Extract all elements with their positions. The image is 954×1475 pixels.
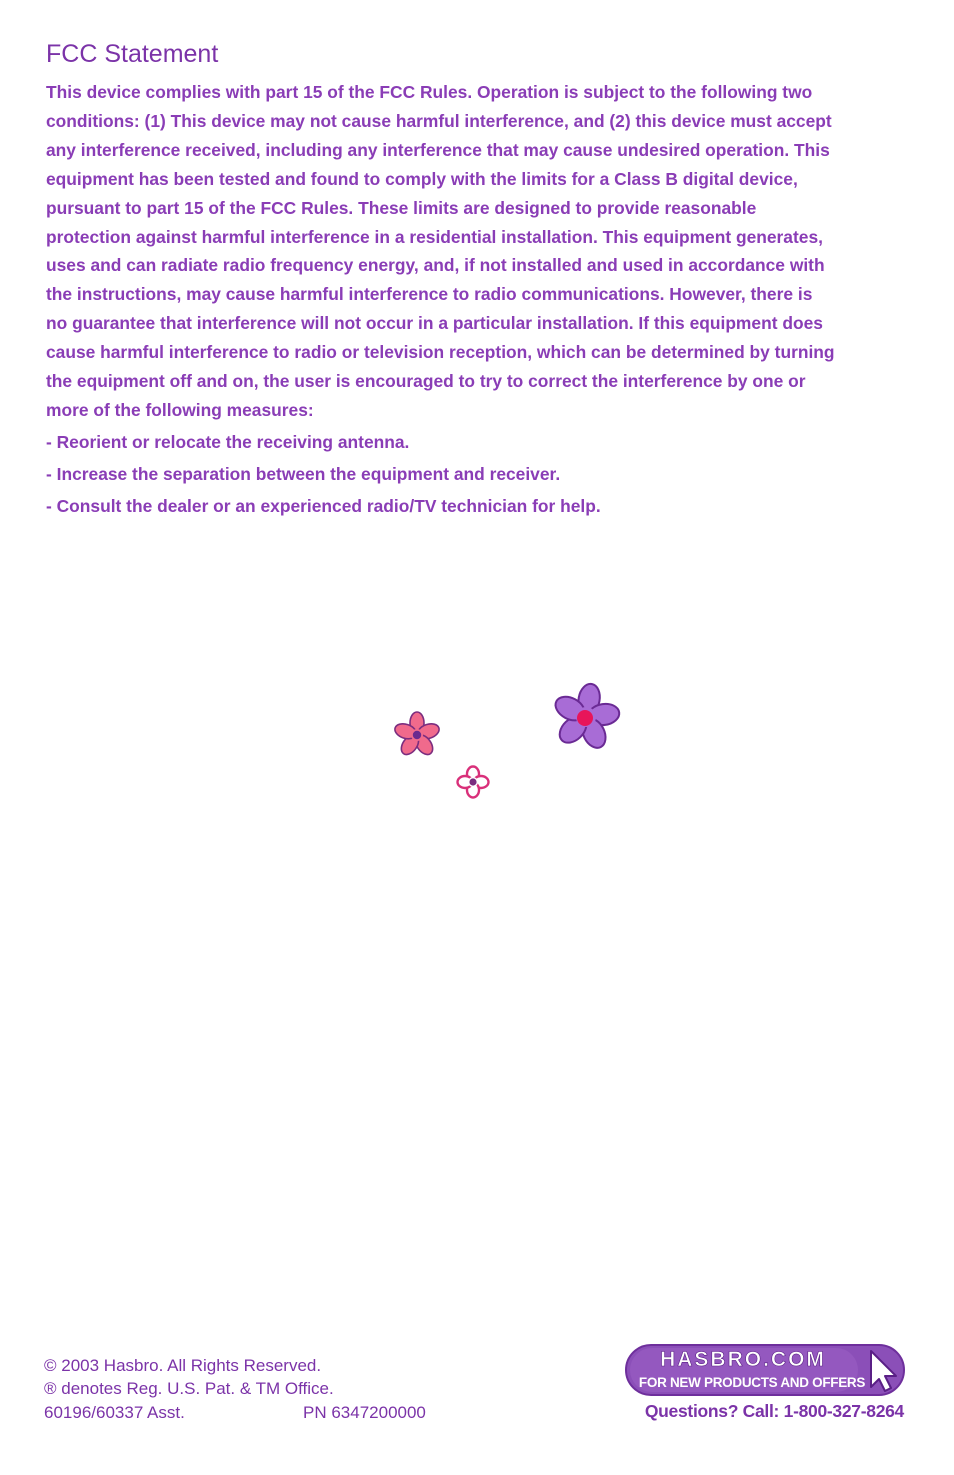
- badge-tagline-text: FOR NEW PRODUCTS AND OFFERS: [638, 1375, 866, 1390]
- assortment-number: 60196/60337 Asst.: [44, 1402, 185, 1422]
- paragraph-line: protection against harmful interference in a residential installation. This equipment generates,: [46, 226, 823, 247]
- questions-phone: Questions? Call: 1-800-327-8264: [644, 1401, 904, 1421]
- part-number: PN 6347200000: [303, 1402, 426, 1422]
- fcc-heading: FCC Statement: [46, 40, 219, 68]
- paragraph-line: the instructions, may cause harmful interference to radio communications. However, there is: [46, 284, 813, 305]
- paragraph-line: no guarantee that interference will not occur in a particular installation. If this equipment does: [46, 313, 823, 334]
- copyright-text: © 2003 Hasbro. All Rights Reserved.: [44, 1356, 322, 1375]
- paragraph-line: equipment has been tested and found to comply with the limits for a Class B digital device,: [46, 168, 798, 189]
- paragraph-line: pursuant to part 15 of the FCC Rules. These limits are designed to provide reasonable: [46, 197, 757, 218]
- paragraph-line: cause harmful interference to radio or television reception, which can be determined by turning: [46, 342, 835, 363]
- tiny-pink-flower-icon: [458, 767, 489, 798]
- hasbro-website-badge[interactable]: [625, 1344, 905, 1396]
- measures-list: [46, 428, 908, 524]
- measure-item: - Increase the separation between the equipment and receiver.: [46, 464, 561, 484]
- large-lavender-flower-icon: [551, 682, 620, 752]
- product-codes: [44, 1401, 426, 1424]
- paragraph-line: the equipment off and on, the user is encouraged to try to correct the interference by one or: [46, 371, 806, 392]
- paragraph-line: any interference received, including any interference that may cause undesired operation. This: [46, 139, 830, 160]
- badge-site-text: HASBRO.COM: [660, 1348, 826, 1371]
- legal-notice: [44, 1354, 426, 1424]
- paragraph-line: uses and can radiate radio frequency energy, and, if not installed and used in accordance with: [46, 255, 825, 276]
- flower-decoration: [380, 672, 640, 812]
- measure-item: - Reorient or relocate the receiving antenna.: [46, 432, 410, 452]
- paragraph-line: This device complies with part 15 of the FCC Rules. Operation is subject to the following two: [46, 82, 813, 102]
- paragraph-line: more of the following measures:: [46, 399, 314, 420]
- small-pink-flower-icon: [393, 712, 441, 758]
- trademark-text: ® denotes Reg. U.S. Pat. & TM Office.: [44, 1379, 334, 1399]
- measure-item: - Consult the dealer or an experienced radio/TV technician for help.: [46, 496, 601, 516]
- fcc-paragraph: [46, 78, 908, 425]
- paragraph-line: conditions: (1) This device may not cause harmful interference, and (2) this device must accept: [46, 110, 832, 131]
